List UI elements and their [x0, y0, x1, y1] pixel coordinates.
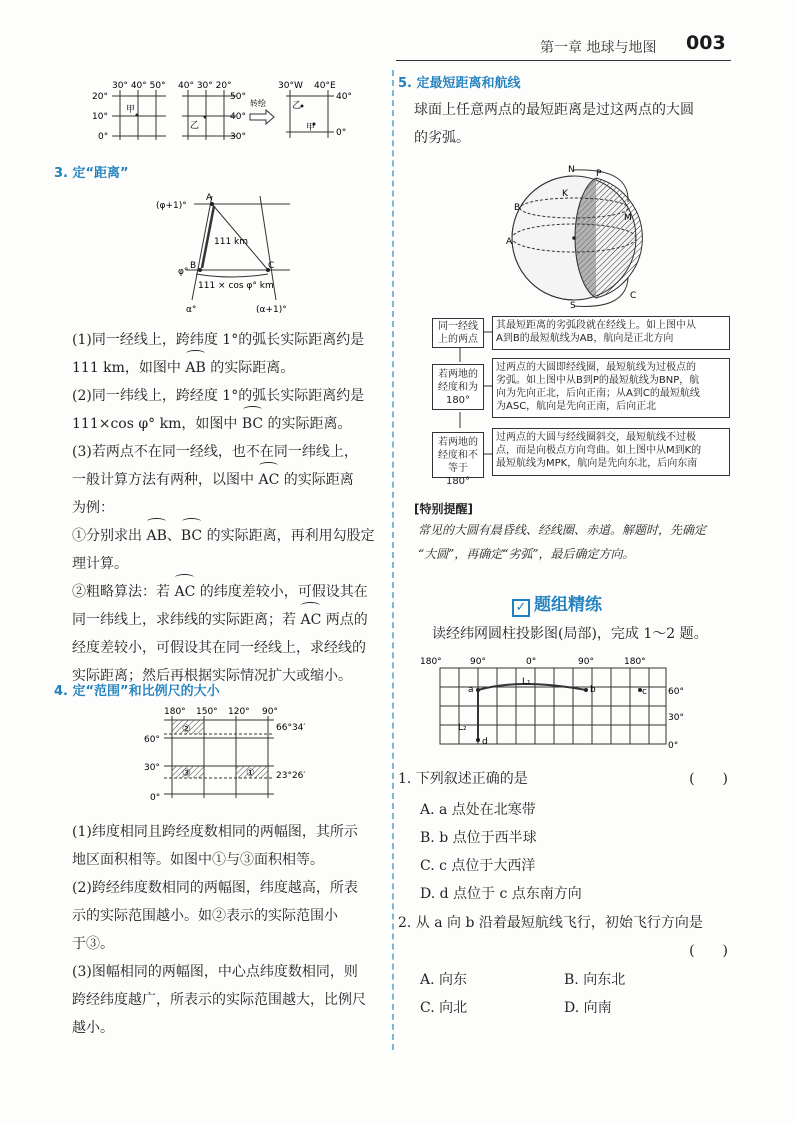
s4-p2-line1: (2)跨经纬度数相同的两幅图，纬度越高，所表: [72, 880, 358, 896]
pm-point-a: a: [468, 685, 474, 695]
rf-tropic: 23°26′: [276, 771, 306, 781]
practice-intro: 读经纬网圆柱投影图(局部)，完成 1～2 题。: [432, 626, 708, 642]
g2-point-label: 乙: [190, 121, 200, 131]
s3-m2-line3: 经度差较小，可假设其在同一经线上，求经线的: [72, 640, 366, 656]
g2-lat-30: 30°: [230, 132, 246, 142]
s3-m1-line2: 理计算。: [72, 556, 128, 572]
g2-top-ticks: 40° 30° 20°: [178, 81, 232, 91]
rf-area-1: ①: [246, 768, 255, 779]
g3-lat-40: 40°: [336, 92, 352, 102]
s3-m2-line1: ②粗略算法：若 AC 的纬度差较小，可假设其在: [72, 578, 382, 606]
q1-options: [420, 796, 720, 908]
fig-111cos: 111 × cos φ° km: [198, 281, 274, 291]
globe-c: C: [630, 291, 637, 301]
transfer-arrow-label: 转绘: [250, 99, 266, 108]
grid-transfer-figure: [90, 76, 360, 146]
s3-p2-line2: 111×cos φ° km，如图中 BC 的实际距离。: [72, 410, 382, 438]
rf-top-150: 150°: [196, 707, 218, 717]
pm-top-90b: 90°: [578, 657, 594, 667]
s4-p2-line3: 于③。: [72, 936, 114, 952]
chapter-title: 第一章 地球与地图: [540, 40, 657, 56]
q1-option-b[interactable]: B. b 点位于西半球: [420, 830, 537, 846]
g1-lat-10: 10°: [92, 112, 108, 122]
q2-options: [420, 966, 720, 1022]
globe-s: S: [570, 301, 576, 310]
fig-lon-alpha1: (α+1)°: [256, 305, 287, 315]
fig-point-b: B: [190, 261, 197, 271]
header-rule: [396, 60, 731, 61]
arc-bc: BC: [242, 410, 263, 438]
g3-yi-label: 乙: [292, 101, 302, 111]
section-5-intro: [414, 96, 734, 152]
rf-top-180: 180°: [164, 707, 186, 717]
rf-arctic: 66°34′: [276, 723, 306, 733]
q2-option-a[interactable]: A. 向东: [420, 972, 468, 988]
pm-route-l1: L₁: [522, 677, 531, 687]
q2-option-d[interactable]: D. 向南: [564, 1000, 612, 1016]
rf-area-3: ③: [182, 768, 191, 779]
tip-title: [特别提醒]: [414, 502, 473, 516]
question-2: [398, 912, 728, 962]
q2-option-b[interactable]: B. 向东北: [564, 972, 626, 988]
arc-bc-2: BC: [181, 522, 202, 550]
pm-route-l2: L₂: [458, 723, 467, 733]
route-row1-cond: 同一经线 上的两点: [432, 318, 484, 348]
globe-n: N: [568, 165, 575, 175]
arc-ab: AB: [185, 354, 205, 382]
s3-p3-line2: 一般计算方法有两种，以图中 AC 的实际距离: [72, 466, 382, 494]
route-row2-desc: 过两点的大圆即经线圈，最短航线为过极点的 劣弧。如上图中从B到P的最短航线为BNP，航 向为先向正北，后向正南；从A到C的最短航线 为ASC，航向是先向正南，后向正北: [492, 358, 730, 418]
rf-top-120: 120°: [228, 707, 250, 717]
q1-stem: 1. 下列叙述正确的是 ( ): [398, 768, 728, 790]
g2-lat-50: 50°: [230, 92, 246, 102]
arc-ab-2: AB: [146, 522, 166, 550]
g1-top-ticks: 30° 40° 50°: [112, 81, 166, 91]
globe-k: K: [562, 189, 568, 199]
g1-lat-20: 20°: [92, 92, 108, 102]
fig-111km: 111 km: [214, 237, 249, 247]
q1-option-d[interactable]: D. d 点位于 c 点东南方向: [420, 886, 582, 902]
q1-option-c[interactable]: C. c 点位于大西洋: [420, 858, 536, 874]
tip-body: [418, 518, 738, 566]
q2-stem: 2. 从 a 向 b 沿着最短航线飞行，初始飞行方向是: [398, 915, 703, 931]
pm-point-c: c: [642, 687, 647, 697]
section-3-title: 3. 定“距离”: [54, 166, 129, 181]
route-row3-desc: 过两点的大圆与经线圈斜交，最短航线不过极 点，而是向极点方向弯曲。如上图中从M到K的 最短航线为MPK，航向是先向东北，后向东南: [492, 428, 730, 476]
q2-answer-blank: ( ): [689, 943, 728, 959]
q2-option-c[interactable]: C. 向北: [420, 1000, 468, 1016]
globe-b: B: [514, 203, 521, 213]
section-4-title: 4. 定“范围”和比例尺的大小: [54, 684, 220, 699]
s4-p1-line2: 地区面积相等。如图中①与③面积相等。: [72, 852, 324, 868]
projection-map: [410, 654, 700, 754]
rf-lat-60: 60°: [144, 735, 160, 745]
q1-option-a[interactable]: A. a 点处在北寒带: [420, 802, 536, 818]
arc-ac: AC: [258, 466, 279, 494]
practice-title: ✓ 题组精练: [512, 590, 602, 617]
pm-lat-30: 30°: [668, 713, 684, 723]
q1-answer-blank: ( ): [689, 771, 728, 787]
distance-figure: [150, 190, 310, 316]
g2-lat-40: 40°: [230, 112, 246, 122]
rf-lat-0: 0°: [150, 793, 161, 803]
g1-point-label: 甲: [126, 105, 136, 115]
globe-m: M: [624, 213, 632, 223]
rf-lat-30: 30°: [144, 763, 160, 773]
pm-top-180a: 180°: [420, 657, 442, 667]
s4-p2-line2: 示的实际范围越小。如②表示的实际范围小: [72, 908, 338, 924]
s3-m2-line2: 同一纬线上，求纬线的实际距离；若 AC 两点的: [72, 606, 382, 634]
arc-ac-3: AC: [300, 606, 321, 634]
s3-p2-line1: (2)同一纬线上，跨经度 1°的弧长实际距离约是: [72, 388, 365, 404]
s3-m2-line4: 实际距离；然后再根据实际情况扩大或缩小。: [72, 668, 352, 684]
fig-point-a: A: [206, 193, 213, 203]
rf-top-90: 90°: [262, 707, 278, 717]
s3-p1-line1: (1)同一经线上，跨纬度 1°的弧长实际距离约是: [72, 332, 365, 348]
pm-point-b: b: [590, 685, 596, 695]
globe-figure: [500, 162, 650, 310]
s4-p3-line1: (3)图幅相同的两幅图，中心点纬度数相同，则: [72, 964, 358, 980]
route-row1-desc: 其最短距离的劣弧段就在经线上。如上图中从 A到B的最短航线为AB，航向是正北方向: [492, 316, 730, 350]
s5-line1: 球面上任意两点的最短距离是过这两点的大圆: [414, 102, 694, 118]
s4-p1-line1: (1)纬度相同且跨经度数相同的两幅图，其所示: [72, 824, 358, 840]
g1-lat-0: 0°: [98, 132, 109, 142]
globe-a: A: [506, 237, 513, 247]
g3-top-w: 30°W: [278, 81, 303, 91]
rf-area-2: ②: [182, 724, 191, 735]
s3-m1-line1: ①分别求出 AB、BC 的实际距离，再利用勾股定: [72, 522, 382, 550]
section-5-title: 5. 定最短距离和航线: [398, 76, 521, 91]
section-3-body: [72, 326, 382, 690]
s3-p1-line2: 111 km，如图中 AB 的实际距离。: [72, 354, 382, 382]
s4-p3-line2: 跨经纬度越广，所表示的实际范围越大，比例尺: [72, 992, 366, 1008]
question-1: [398, 768, 728, 790]
range-figure: [140, 706, 340, 810]
tip-line1: 常见的大圆有晨昏线、经线圈、赤道。解题时，先确定: [418, 523, 707, 537]
fig-lat-phi: φ°: [178, 267, 189, 277]
fig-lat-phi1: (φ+1)°: [156, 201, 187, 211]
g3-lat-0: 0°: [336, 128, 347, 138]
g3-top-e: 40°E: [314, 81, 336, 91]
g3-jia-label: 甲: [306, 123, 316, 133]
arc-ac-2: AC: [174, 578, 195, 606]
s5-line2: 的劣弧。: [414, 130, 470, 146]
route-row3-cond: 若两地的 经度和不 等于180°: [432, 432, 484, 478]
pm-top-0: 0°: [526, 657, 537, 667]
s4-p3-line3: 越小。: [72, 1020, 114, 1036]
fig-point-c: C: [268, 261, 275, 271]
pm-top-180b: 180°: [624, 657, 646, 667]
check-icon: ✓: [512, 599, 530, 617]
s3-p3-line3: 为例：: [72, 500, 114, 516]
pm-top-90a: 90°: [470, 657, 486, 667]
globe-p: P: [596, 169, 602, 179]
section-4-body: [72, 818, 382, 1042]
s3-p3-line1: (3)若两点不在同一经线，也不在同一纬线上，: [72, 444, 358, 460]
page-number: 003: [686, 32, 726, 54]
pm-lat-0: 0°: [668, 741, 679, 751]
pm-lat-60: 60°: [668, 687, 684, 697]
pm-point-d: d: [482, 737, 488, 747]
column-divider: [392, 70, 394, 1050]
route-row2-cond: 若两地的 经度和为 180°: [432, 364, 484, 410]
tip-line2: “大圆”，再确定“劣弧”，最后确定方向。: [418, 547, 635, 561]
fig-lon-alpha: α°: [186, 305, 197, 315]
